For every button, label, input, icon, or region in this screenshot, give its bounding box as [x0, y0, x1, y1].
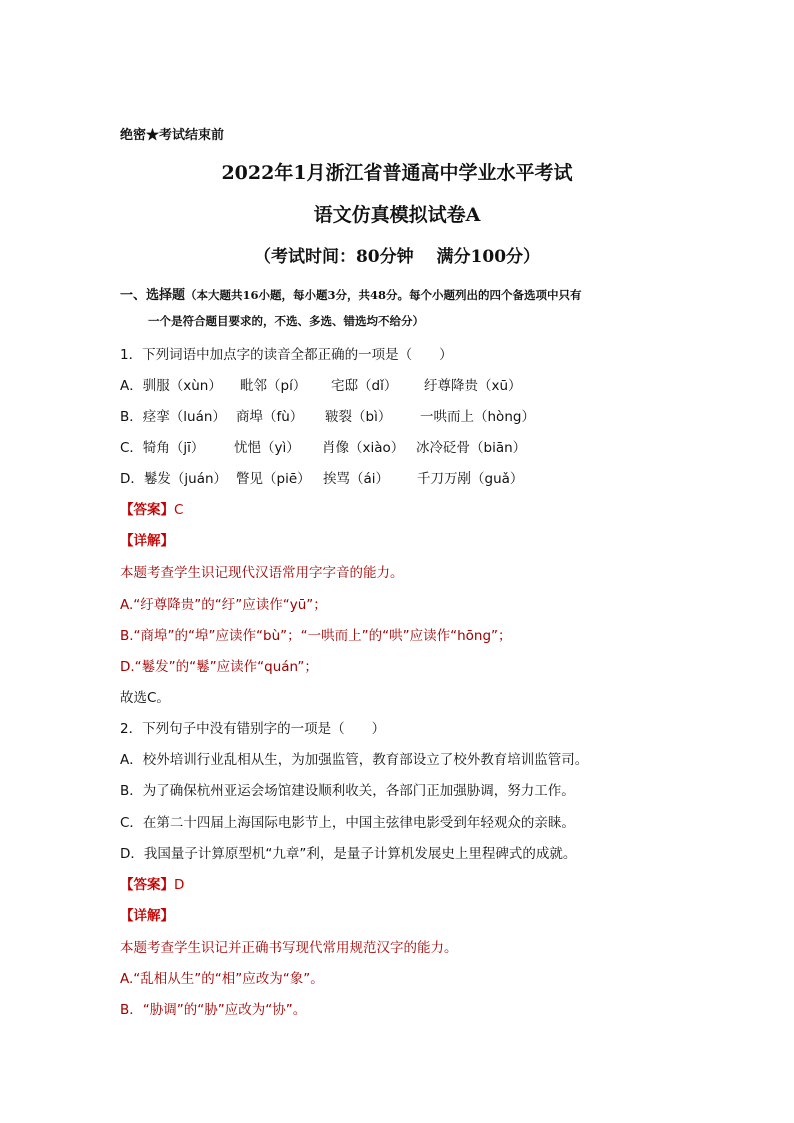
- q1-option-b-word2: 商埠（fù）: [236, 409, 304, 425]
- q1-detail-a: A.“纡尊降贵”的“纡”应读作“yū”；: [120, 597, 327, 613]
- q1-stem: 1．下列词语中加点字的读音全都正确的一项是（ ）: [120, 347, 453, 363]
- q1-option-c-word2: 忧悒（yì）: [234, 440, 300, 456]
- q1-option-b-word1: B．痉挛（luán）: [120, 409, 226, 425]
- q1-answer: [120, 498, 183, 518]
- q1-conclusion: 故选C。: [120, 690, 170, 706]
- q2-stem: 2．下列句子中没有错别字的一项是（ ）: [120, 721, 386, 737]
- q1-answer-value: C: [174, 502, 184, 518]
- q1-detail-b: B.“商埠”的“埠”应读作“bù”；“一哄而上”的“哄”应读作“hōng”；: [120, 628, 512, 644]
- q1-option-c-word1: C．犄角（jī）: [120, 440, 205, 456]
- q1-option-d-word4: 千刀万剐（guǎ）: [417, 471, 524, 487]
- q2-answer: [120, 873, 184, 893]
- q1-option-a-word4: 纡尊降贵（xū）: [424, 378, 522, 394]
- q2-answer-label: 【答案】: [120, 877, 174, 893]
- q1-option-a: [120, 374, 522, 394]
- exam-title: 2022年1月浙江省普通高中学业水平考试: [221, 162, 573, 184]
- q1-option-d-word3: 挨骂（ái）: [323, 471, 390, 487]
- exam-subtitle: 语文仿真模拟试卷A: [313, 204, 481, 226]
- q1-option-d-word1: D．鬈发（juán）: [120, 471, 228, 487]
- q1-option-a-word1: A．驯服（xùn）: [120, 378, 222, 394]
- section-heading: [120, 284, 582, 303]
- q1-option-d: [120, 467, 523, 487]
- q1-option-a-word2: 毗邻（pí）: [240, 378, 307, 394]
- q2-option-b: B．为了确保杭州亚运会场馆建设顺利收关，各部门正加强胁调，努力工作。: [120, 783, 575, 799]
- q2-detail-label: 【详解】: [120, 908, 174, 924]
- q2-detail-b: B．“胁调”的“胁”应改为“协”。: [120, 1002, 307, 1018]
- q1-option-b: [120, 405, 535, 425]
- q1-option-d-word2: 瞥见（piē）: [236, 471, 311, 487]
- q2-option-d: D．我国量子计算原型机“九章”利，是量子计算机发展史上里程碑式的成就。: [120, 846, 577, 862]
- q2-detail-intro: 本题考查学生识记并正确书写现代常用规范汉字的能力。: [120, 940, 458, 956]
- q1-answer-label: 【答案】: [120, 502, 174, 518]
- q1-option-b-word4: 一哄而上（hòng）: [420, 409, 535, 425]
- q1-detail-d: D.“鬈发”的“鬈”应读作“quán”；: [120, 659, 318, 675]
- q1-option-c-word4: 冰冷砭骨（biān）: [416, 440, 527, 456]
- q1-option-a-word3: 宅邸（dǐ）: [331, 378, 398, 394]
- section-note: （本大题共16小题，每小题3分，共48分。每个小题列出的四个备选项中只有: [185, 288, 582, 302]
- q2-option-a: A．校外培训行业乱相从生，为加强监管，教育部设立了校外教育培训监管司。: [120, 752, 589, 768]
- exam-time-info: （考试时间：80分钟 满分100分）: [253, 247, 541, 267]
- q2-answer-value: D: [174, 877, 185, 893]
- q1-option-c-word3: 肖像（xiào）: [322, 440, 405, 456]
- q1-option-b-word3: 皲裂（bì）: [325, 409, 392, 425]
- q2-option-c: C．在第二十四届上海国际电影节上，中国主弦律电影受到年轻观众的亲睐。: [120, 815, 575, 831]
- section-title: 一、选择题: [120, 288, 186, 303]
- q1-option-c: [120, 436, 526, 456]
- q1-detail-intro: 本题考查学生识记现代汉语常用字字音的能力。: [120, 565, 404, 581]
- q1-detail-label: 【详解】: [120, 533, 174, 549]
- q2-detail-a: A.“乱相从生”的“相”应改为“象”。: [120, 971, 324, 987]
- section-note-continued: 一个是符合题目要求的，不选、多选、错选均不给分）: [148, 314, 424, 328]
- confidential-label: 绝密★考试结束前: [120, 128, 225, 143]
